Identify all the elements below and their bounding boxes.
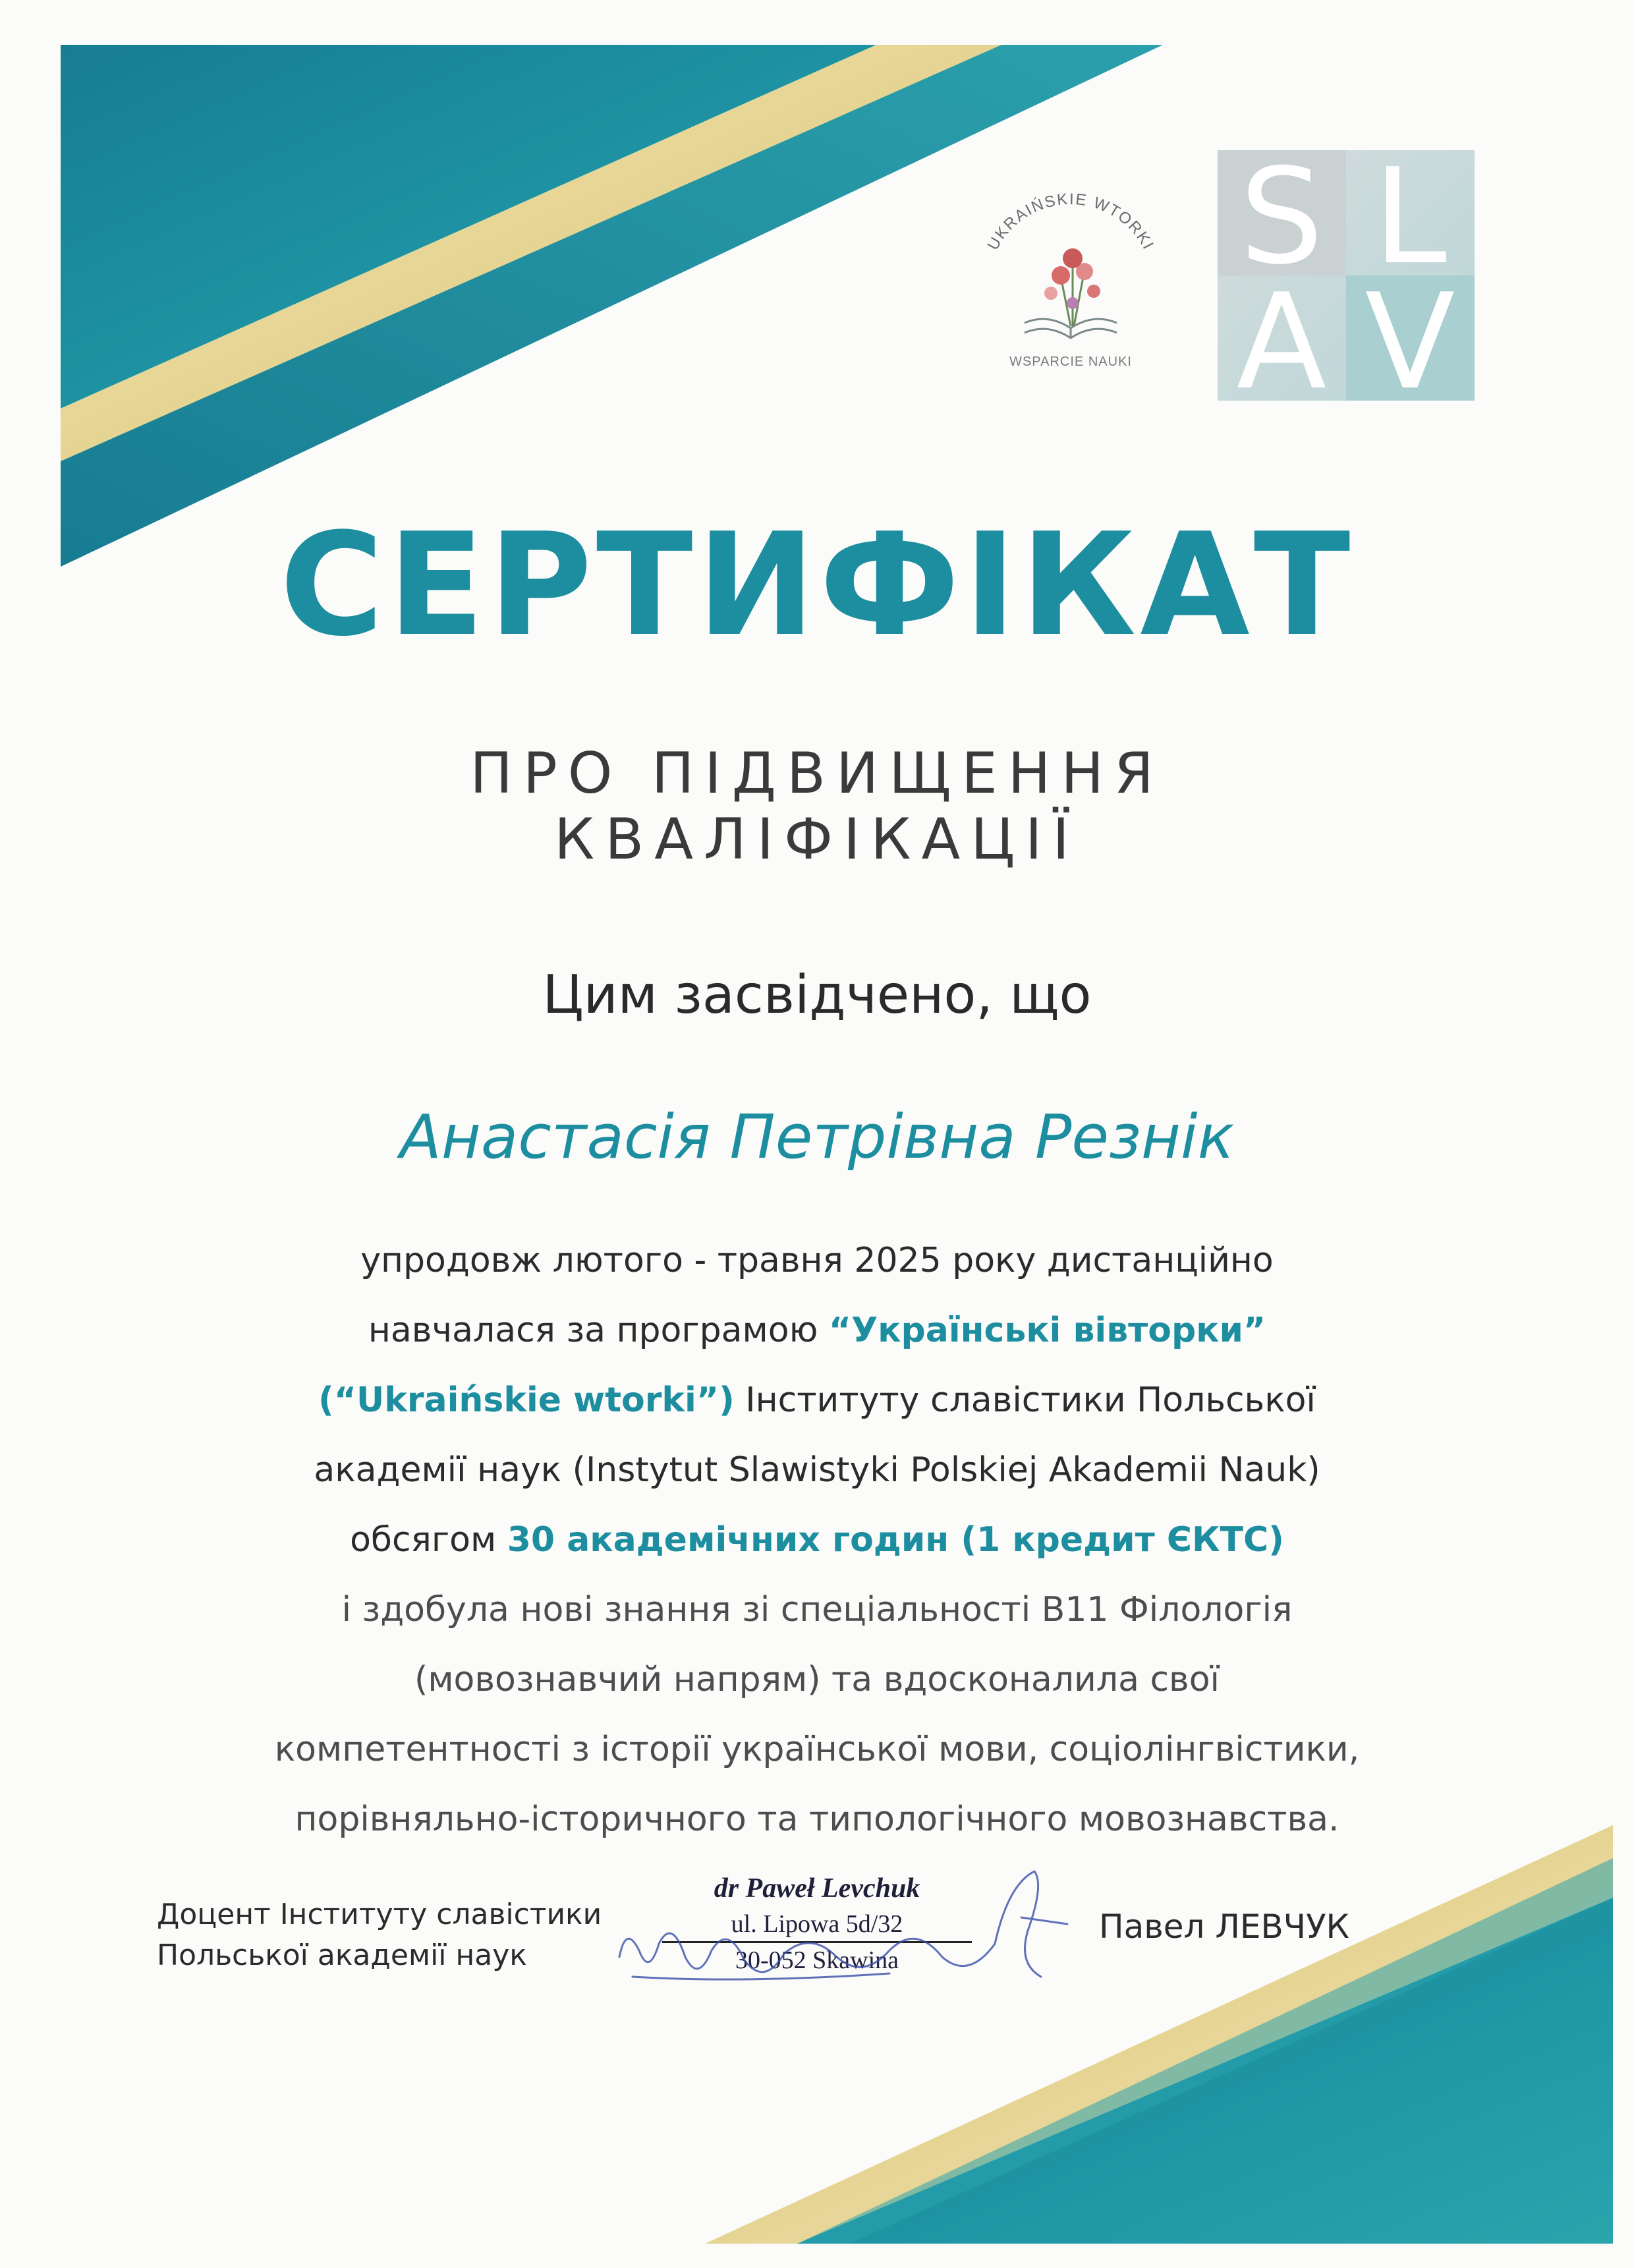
stamp-address-1: ul. Lipowa 5d/32: [731, 1910, 903, 1938]
signatory-position: [157, 1894, 631, 1976]
handwritten-signature: [613, 1845, 1074, 2016]
certificate-subtitle: [0, 741, 1634, 873]
slav-letter-v: V: [1365, 266, 1455, 401]
body-line-5-text: обсягом: [350, 1520, 507, 1560]
ukrainskie-wtorki-logo: [962, 178, 1179, 376]
certificate-body: [224, 1226, 1410, 1854]
program-name-polish: (“Ukraińskie wtorki”): [318, 1380, 735, 1420]
body-line-5: [224, 1505, 1410, 1575]
slav-letter-a: A: [1236, 266, 1327, 401]
hours-credits: 30 академічних годин (1 кредит ЄКТС): [507, 1520, 1284, 1560]
body-line-4: академії наук (Instytut Slawistyki Polskiej Akademii Nauk): [314, 1450, 1320, 1490]
logo-bottom-text: WSPARCIE NAUKI: [1009, 354, 1132, 369]
flower-icon: [1044, 248, 1100, 326]
signatory-name: Павел ЛЕВЧУК: [1099, 1908, 1350, 1946]
slav-letter-l: L: [1373, 150, 1447, 294]
body-line-3: [224, 1365, 1410, 1435]
certify-text: Цим засвідчено, що: [542, 964, 1092, 1025]
certificate-title: СЕРТИФІКАТ: [279, 502, 1355, 667]
stamp-address-2: 30-052 Skawina: [735, 1946, 899, 1974]
body-line-6: і здобула нові знання зі спеціальності В11 Філологія: [341, 1590, 1293, 1630]
body-line-9: порівняльно-історичного та типологічного мовознавства.: [295, 1800, 1339, 1839]
subtitle-line-1: ПРО ПІДВИЩЕННЯ: [470, 741, 1164, 807]
signatory-position-line-1: Доцент Інституту славістики: [157, 1898, 602, 1931]
subtitle-line-2: КВАЛІФІКАЦІЇ: [554, 806, 1080, 872]
body-line-8: компетентності з історії української мови, соціолінгвістики,: [274, 1730, 1360, 1769]
body-line-7: (мовознавчий напрям) та вдосконалила свої: [414, 1660, 1220, 1699]
svg-text:UKRAIŃSKIE WTORKI: [984, 190, 1158, 253]
body-line-3-text: Інституту славістики Польської: [734, 1380, 1316, 1420]
slav-logo: [1218, 150, 1475, 401]
signatory-position-line-2: Польської академії наук: [157, 1939, 527, 1972]
slav-letter-s: S: [1239, 150, 1324, 294]
logo-arc-text: UKRAIŃSKIE WTORKI: [984, 190, 1158, 254]
program-name: “Українські вівторки”: [828, 1311, 1266, 1350]
body-line-2-text: навчалася за програмою: [368, 1311, 829, 1350]
stamp-name: dr Paweł Levchuk: [714, 1873, 920, 1904]
recipient-name: Анастасія Петрівна Резнік: [399, 1102, 1235, 1172]
body-line-1: упродовж лютого - травня 2025 року дистанційно: [360, 1241, 1274, 1280]
body-line-2: [224, 1295, 1410, 1365]
